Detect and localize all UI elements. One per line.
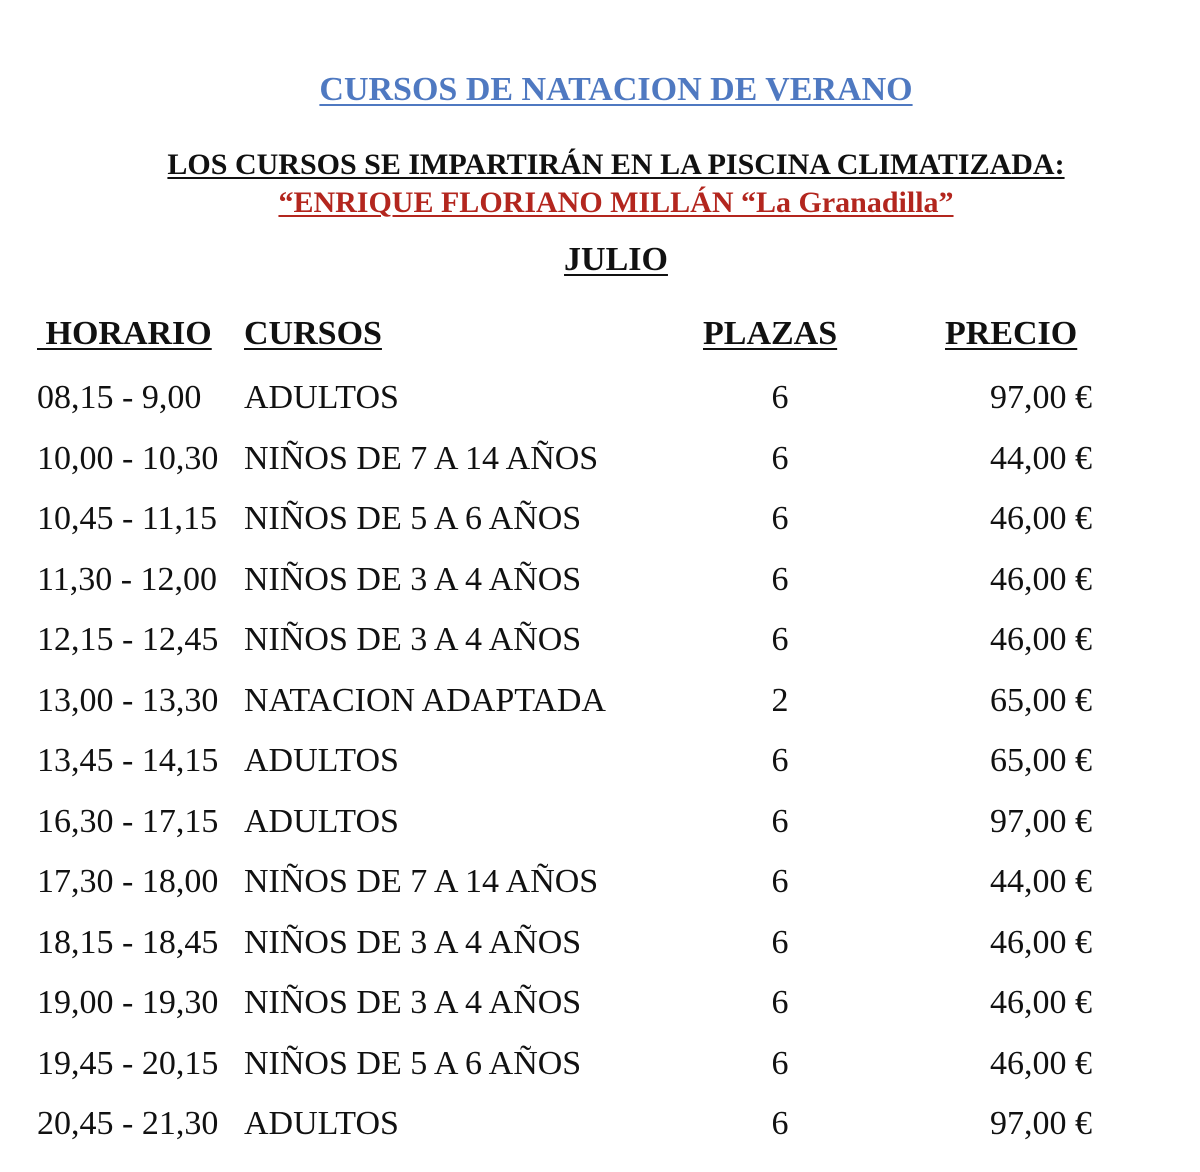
row-horario: 18,15 - 18,45 bbox=[37, 923, 219, 961]
table-row bbox=[0, 981, 1200, 1042]
row-horario: 16,30 - 17,15 bbox=[37, 802, 219, 840]
venue-intro: LOS CURSOS SE IMPARTIRÁN EN LA PISCINA CLIMATIZADA: bbox=[167, 148, 1065, 181]
row-plazas: 6 bbox=[771, 379, 789, 416]
table-row bbox=[0, 618, 1200, 679]
row-precio: 65,00 € bbox=[990, 742, 1092, 779]
row-curso: NIÑOS DE 3 A 4 AÑOS bbox=[244, 923, 582, 961]
header-plazas: PLAZAS bbox=[703, 315, 838, 352]
row-plazas: 6 bbox=[771, 1044, 789, 1082]
row-plazas: 6 bbox=[771, 439, 789, 477]
month-heading: JULIO bbox=[564, 241, 668, 278]
row-plazas: 6 bbox=[771, 1105, 789, 1142]
table-row bbox=[0, 739, 1200, 800]
row-horario: 13,45 - 14,15 bbox=[37, 742, 219, 779]
row-curso: ADULTOS bbox=[244, 379, 399, 416]
row-horario: 10,45 - 11,15 bbox=[37, 500, 218, 537]
table-row bbox=[0, 1102, 1200, 1163]
row-horario: 10,00 - 10,30 bbox=[37, 439, 219, 477]
header-cursos: CURSOS bbox=[244, 315, 382, 352]
row-precio: 97,00 € bbox=[990, 1105, 1092, 1142]
header-precio: PRECIO bbox=[945, 315, 1078, 352]
row-precio: 46,00 € bbox=[990, 500, 1092, 537]
table-row bbox=[0, 679, 1200, 740]
table-row bbox=[0, 800, 1200, 861]
row-curso: NIÑOS DE 3 A 4 AÑOS bbox=[244, 984, 582, 1021]
row-curso: NIÑOS DE 7 A 14 AÑOS bbox=[244, 863, 599, 900]
row-horario: 17,30 - 18,00 bbox=[37, 863, 219, 900]
row-horario: 20,45 - 21,30 bbox=[37, 1105, 219, 1142]
row-plazas: 6 bbox=[771, 863, 789, 900]
row-horario: 11,30 - 12,00 bbox=[37, 560, 218, 598]
page-title: CURSOS DE NATACION DE VERANO bbox=[319, 71, 913, 108]
row-precio: 97,00 € bbox=[990, 802, 1092, 840]
row-curso: NIÑOS DE 7 A 14 AÑOS bbox=[244, 439, 599, 477]
table-row bbox=[0, 1042, 1200, 1103]
row-curso: NATACION ADAPTADA bbox=[244, 681, 606, 719]
row-precio: 44,00 € bbox=[990, 439, 1092, 477]
row-precio: 44,00 € bbox=[990, 863, 1092, 900]
schedule-table bbox=[0, 376, 1200, 1163]
header-horario: HORARIO bbox=[37, 315, 212, 352]
table-row bbox=[0, 558, 1200, 619]
row-plazas: 6 bbox=[771, 742, 789, 779]
row-precio: 46,00 € bbox=[990, 923, 1092, 961]
row-curso: NIÑOS DE 3 A 4 AÑOS bbox=[244, 560, 582, 598]
row-plazas: 6 bbox=[771, 500, 789, 537]
row-horario: 12,15 - 12,45 bbox=[37, 621, 219, 658]
row-plazas: 6 bbox=[771, 984, 789, 1021]
row-plazas: 6 bbox=[771, 560, 789, 598]
row-plazas: 6 bbox=[771, 621, 789, 658]
table-row bbox=[0, 921, 1200, 982]
row-curso: NIÑOS DE 3 A 4 AÑOS bbox=[244, 621, 582, 658]
row-precio: 46,00 € bbox=[990, 621, 1092, 658]
row-plazas: 6 bbox=[771, 923, 789, 961]
row-plazas: 2 bbox=[771, 681, 789, 719]
venue-name: “ENRIQUE FLORIANO MILLÁN “La Granadilla” bbox=[278, 186, 954, 219]
row-curso: ADULTOS bbox=[244, 1105, 399, 1142]
row-precio: 46,00 € bbox=[990, 1044, 1092, 1082]
row-horario: 19,00 - 19,30 bbox=[37, 984, 219, 1021]
row-horario: 13,00 - 13,30 bbox=[37, 681, 219, 719]
row-plazas: 6 bbox=[771, 802, 789, 840]
table-row bbox=[0, 497, 1200, 558]
row-precio: 46,00 € bbox=[990, 984, 1092, 1021]
table-row bbox=[0, 376, 1200, 437]
row-precio: 65,00 € bbox=[990, 681, 1092, 719]
row-curso: ADULTOS bbox=[244, 802, 399, 840]
table-row bbox=[0, 437, 1200, 498]
row-curso: NIÑOS DE 5 A 6 AÑOS bbox=[244, 500, 582, 537]
row-precio: 46,00 € bbox=[990, 560, 1092, 598]
row-precio: 97,00 € bbox=[990, 379, 1092, 416]
row-curso: NIÑOS DE 5 A 6 AÑOS bbox=[244, 1044, 582, 1082]
table-row bbox=[0, 860, 1200, 921]
row-horario: 19,45 - 20,15 bbox=[37, 1044, 219, 1082]
row-horario: 08,15 - 9,00 bbox=[37, 379, 202, 416]
row-curso: ADULTOS bbox=[244, 742, 399, 779]
